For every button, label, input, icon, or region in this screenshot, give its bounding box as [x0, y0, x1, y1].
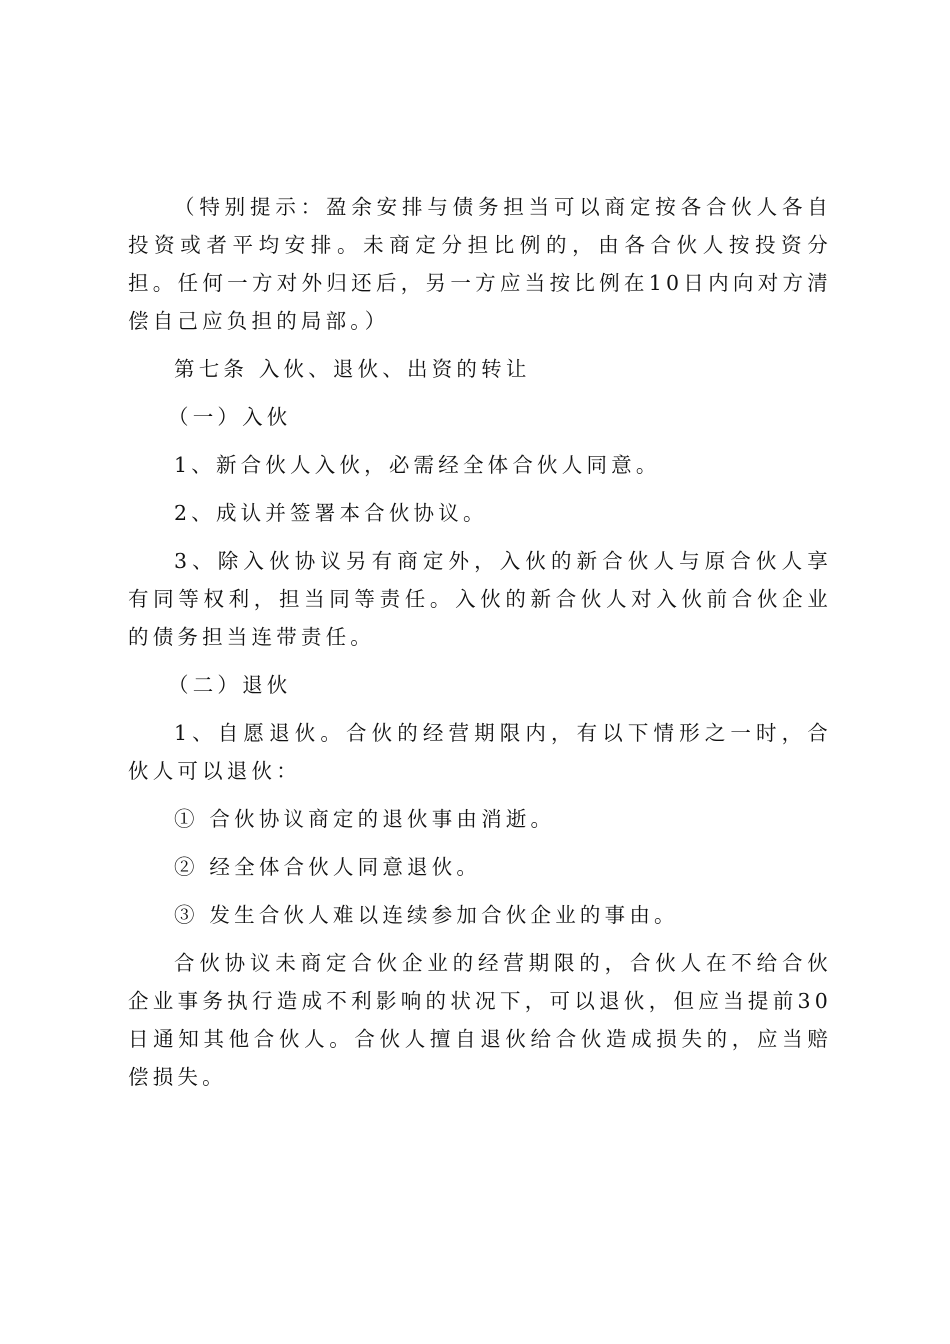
section-withdrawal-heading: （二）退伙 — [168, 673, 292, 697]
joining-item-2: 2、成认并签署本合伙协议。 — [174, 501, 488, 525]
special-note-paragraph: （特别提示：盈余安排与债务担当可以商定按各合伙人各自投资或者平均安排。未商定分担比例的，由各合伙人按投资分担。任何一方对外归还后，另一方应当按比例在10日内向对方清偿自己应负担的局部。） — [128, 195, 832, 333]
withdrawal-condition-1: ① 合伙协议商定的退伙事由消逝。 — [174, 807, 556, 831]
article-seven-heading: 第七条 入伙、退伙、出资的转让 — [174, 357, 531, 381]
document-body — [128, 188, 832, 1106]
withdrawal-condition-2: ② 经全体合伙人同意退伙。 — [174, 855, 482, 879]
withdrawal-item-1: 1、自愿退伙。合伙的经营期限内，有以下情形之一时，合伙人可以退伙： — [128, 721, 832, 783]
section-joining-heading: （一）入伙 — [168, 405, 292, 429]
joining-item-3: 3、除入伙协议另有商定外，入伙的新合伙人与原合伙人享有同等权利，担当同等责任。入伙的新合伙人对入伙前合伙企业的债务担当连带责任。 — [128, 549, 832, 649]
joining-item-1: 1、新合伙人入伙，必需经全体合伙人同意。 — [174, 453, 661, 477]
withdrawal-condition-3: ③ 发生合伙人难以连续参加合伙企业的事由。 — [174, 903, 679, 927]
withdrawal-term-paragraph: 合伙协议未商定合伙企业的经营期限的，合伙人在不给合伙企业事务执行造成不利影响的状况下，可以退伙，但应当提前30日通知其他合伙人。合伙人擅自退伙给合伙造成损失的，应当赔偿损失。 — [128, 951, 832, 1089]
